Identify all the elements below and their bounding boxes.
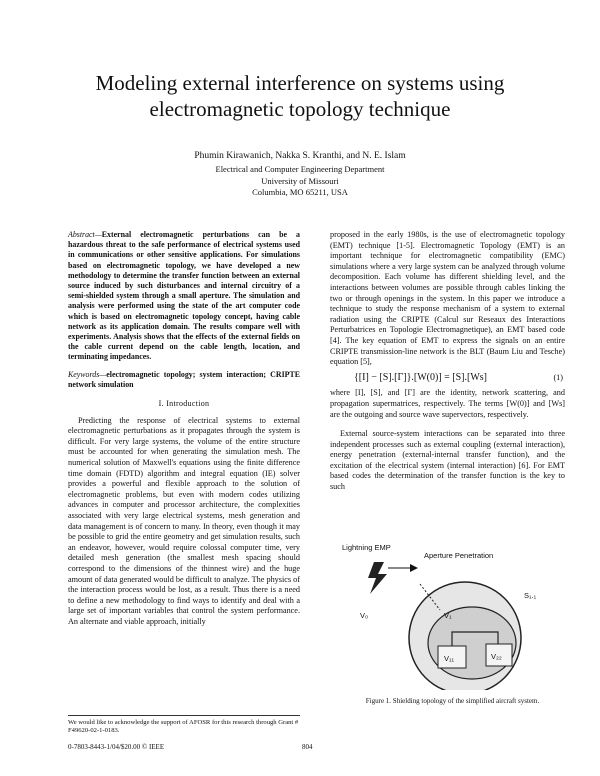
right-paragraph-3: External source-system interactions can be separated into three independent processes such as external coupling (external interaction), energy penetration (external-internal transfer function), and the excitation of the electrical system (internal interaction) [6]. For EMT based codes the determination of the transfer function is the key to such [330,429,565,492]
arrow-head-icon [410,564,418,572]
label-v1: V₁ [444,611,452,620]
abstract [68,230,300,363]
right-column [330,230,565,493]
paper-title: Modeling external interference on systems using electromagnetic topology technique [95,71,505,121]
section-heading-introduction: I. Introduction [158,399,210,409]
keywords-text: electromagnetic topology; system interaction; CRIPTE network simulation [68,369,300,389]
lightning-bolt-icon [368,562,387,594]
figure-shielding-topology [340,540,570,690]
keywords [68,370,300,390]
blt-equation [330,373,565,384]
copyright-line: 0-7803-8443-1/04/$20.00 © IEEE [68,743,165,751]
right-paragraph-1: proposed in the early 1980s, is the use of electromagnetic topology (EMT) technique [1-5]. Electromagnetic Topology (EMT) is an important technique for electromagnetic compatibility (EMC) simulations where a very large system can be analyzed through volume decomposition. Each volume has different shielding level, and the interactions between volumes are possible through cables linking the two or through openings in the system. In this paper we introduce a technique to study the response mechanism of a system to external radiation using the CRIPTE (Calcul sur Reseaux des Interactions Perturbatrices en Topologie Electromagnetique), an EMT based code [4]. The key equation of EMT to express the signals on an entire CRIPTE transmission-line network is the BLT (Baum Liu and Tesche) equation [5], [330,230,565,367]
equation-body: {[I] − [S].[Γ]}.[W(0)] = [S].[Ws] [354,371,488,383]
keywords-lead: Keywords— [68,369,107,379]
affiliation-university: University of Missouri [261,175,339,186]
left-column [68,230,300,628]
label-v11: V₁₁ [444,654,455,663]
label-source: Lightning EMP [342,543,391,552]
label-v0: V₀ [360,611,369,620]
affiliation-city: Columbia, MO 65211, USA [252,187,348,197]
page-number: 804 [302,743,313,751]
introduction-paragraph: Predicting the response of electrical systems to external electromagnetic perturbations as it propagates through the system is difficult. For very large systems, the volume of the entire structure must be accounted for when generating the simulation mesh. The numerical solution of Maxwell's equations using the finite difference time domain (FDTD) algorithm and integral equation (IE) solver provides a powerful and flexible approach to the solution of electromagnetic problems, but even with modern codes utilizing advances in computer and processor architecture, the complexities associated with very large electrical systems, mesh generation and data management is of concern to many. In theory, even though it may be possible to grid the entire geometry and get simulation results, such an endeavor, however, would require colossal computer time, very detailed mesh generation (the smallest mesh spacing should correspond to the dimensions of the thinnest wire) and the huge amount of data generated would be difficult to analyze. The physics of the interaction process would be lost, as a result. Thus there is a need to define a new methodology to find ways to identify and deal with a large set of important variables that control the system performance. An alternate and viable approach, initially [68,415,300,626]
footnote: We would like to acknowledge the support of AFOSR for this research through Grant # F49620-02-1-0183. [68,715,300,736]
affiliation-block [80,164,520,199]
figure-caption: Figure 1. Shielding topology of the simplified aircraft system. [365,697,540,705]
right-paragraph-2: where [I], [S], and [Γ] are the identity, network scattering, and propagation supermatrices, respectively. The terms [W(0)] and [Ws] are the outgoing and source wave supervectors, respectively. [330,388,565,419]
label-s: S₁.₁ [524,591,537,600]
abstract-text: External electromagnetic perturbations can be a hazardous threat to the safe performance of electrical systems used in communications or other sensitive applications. For simulations based on electromagnetic topology, we have developed a new methodology to determine the transfer function between an external source induced by such disturbances and internal circuitry of a semi-shielded system through a small aperture. The simulation and analysis were performed using the state of the art computer code which is based on electromagnetic topology concept, having cable network as its application domain. The results compare well with experiments. Analysis shows that the effects of the external fields on the cable current depend on the cable length, location, and terminating impedances. [68,230,300,362]
equation-number: (1) [553,372,563,382]
topology-diagram [340,540,570,690]
abstract-lead: Abstract— [68,230,102,239]
author-list: Phumin Kirawanich, Nakka S. Kranthi, and N. E. Islam [194,151,406,161]
label-v22: V₂₂ [491,652,502,661]
label-aperture: Aperture Penetration [424,551,494,560]
affiliation-dept: Electrical and Computer Engineering Department [215,164,385,174]
